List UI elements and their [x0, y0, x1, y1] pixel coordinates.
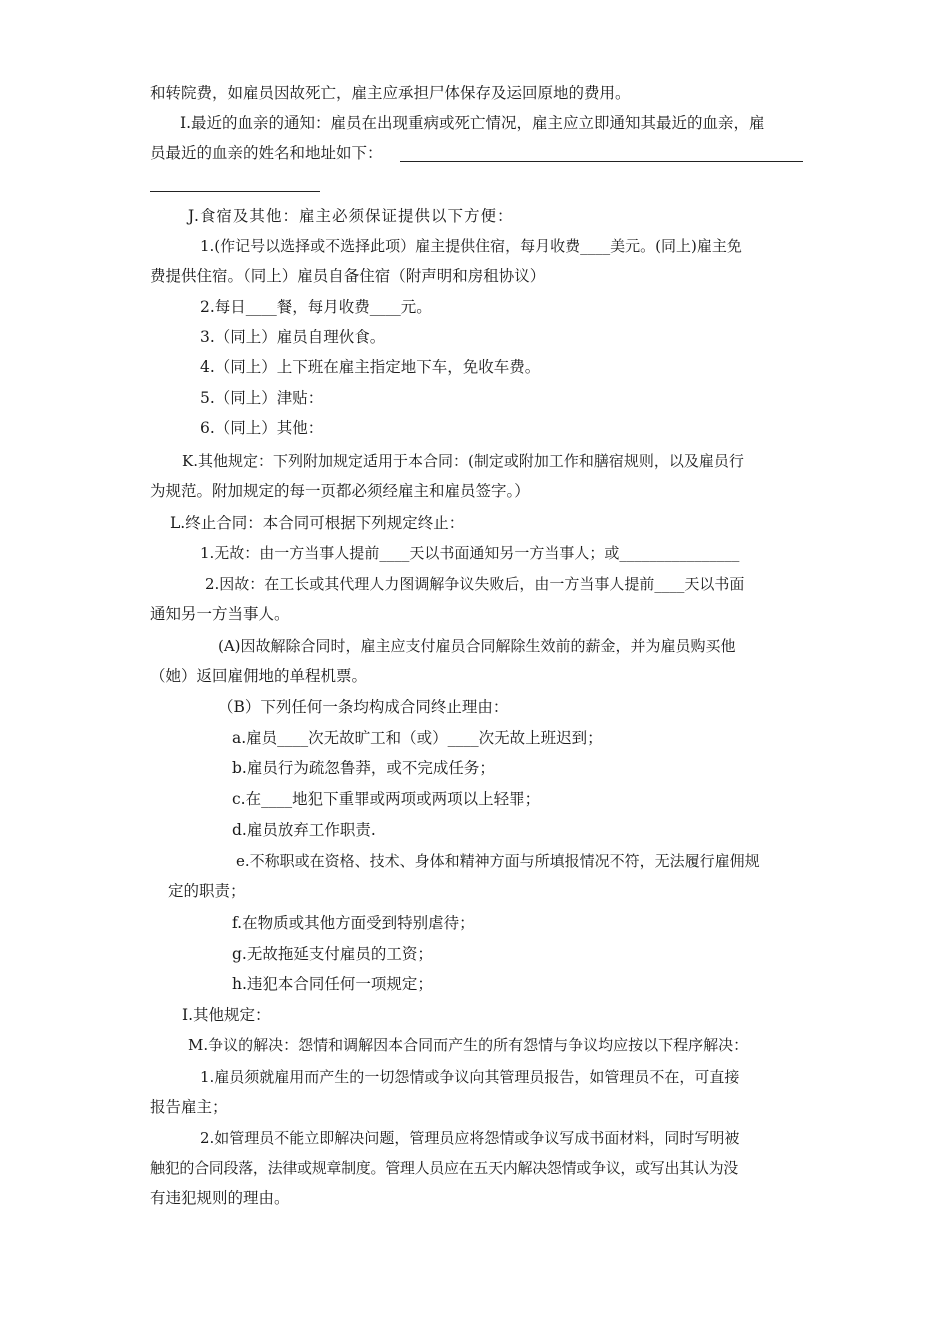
- text-line: （她）返回雇佣地的单程机票。: [150, 667, 368, 685]
- text-line: a.雇员____次无故旷工和（或）____次无故上班迟到；: [232, 729, 603, 747]
- text-line: 6.（同上）其他：: [200, 419, 324, 437]
- text-line: 员最近的血亲的姓名和地址如下：: [150, 144, 383, 162]
- text-line: 为规范。附加规定的每一页都必须经雇主和雇员签字。）: [150, 482, 530, 500]
- text-line: （B）下列任何一条均构成合同终止理由：: [218, 698, 509, 716]
- text-line: 有违犯规则的理由。: [150, 1189, 290, 1207]
- text-line: 2.每日____餐，每月收费____元。: [200, 298, 432, 316]
- text-line: 定的职责；: [168, 882, 246, 900]
- text-line: 费提供住宿。（同上）雇员自备住宿（附声明和房租协议）: [150, 267, 546, 285]
- text-line: I.其他规定：: [182, 1006, 271, 1024]
- text-line: (A)因故解除合同时，雇主应支付雇员合同解除生效前的薪金，并为雇员购买他: [218, 637, 736, 655]
- text-line: 和转院费，如雇员因故死亡，雇主应承担尸体保存及运回原地的费用。: [150, 84, 631, 102]
- text-line: J.食宿及其他：雇主必须保证提供以下方便：: [188, 207, 514, 225]
- fill-in-blank: [150, 191, 320, 192]
- text-line: 1.雇员须就雇用而产生的一切怨情或争议向其管理员报告，如管理员不在，可直接: [200, 1068, 740, 1086]
- text-line: 1.(作记号以选择或不选择此项）雇主提供住宿，每月收费____美元。(同上)雇主免: [200, 237, 742, 255]
- text-line: c.在____地犯下重罪或两项或两项以上轻罪；: [232, 790, 541, 808]
- text-line: I.最近的血亲的通知：雇员在出现重病或死亡情况，雇主应立即通知其最近的血亲，雇: [180, 114, 765, 132]
- text-line: f.在物质或其他方面受到特别虐待；: [232, 914, 475, 932]
- text-line: 2.如管理员不能立即解决问题，管理员应将怨情或争议写成书面材料，同时写明被: [200, 1129, 740, 1147]
- text-line: M.争议的解决：怨情和调解因本合同而产生的所有怨情与争议均应按以下程序解决：: [188, 1036, 749, 1054]
- text-line: 通知另一方当事人。: [150, 605, 290, 623]
- text-line: d.雇员放弃工作职责.: [232, 821, 376, 839]
- text-line: L.终止合同：本合同可根据下列规定终止：: [170, 514, 465, 532]
- text-line: e.不称职或在资格、技术、身体和精神方面与所填报情况不符，无法履行雇佣规: [236, 852, 760, 870]
- fill-in-blank: [400, 161, 803, 162]
- text-line: 触犯的合同段落，法律或规章制度。管理人员应在五天内解决怨情或争议，或写出其认为没: [150, 1159, 739, 1177]
- text-line: 3.（同上）雇员自理伙食。: [200, 328, 386, 346]
- text-line: 1.无故：由一方当事人提前____天以书面通知另一方当事人；或________________: [200, 544, 740, 562]
- text-line: b.雇员行为疏忽鲁莽，或不完成任务；: [232, 759, 495, 777]
- text-line: K.其他规定：下列附加规定适用于本合同：(制定或附加工作和膳宿规则，以及雇员行: [182, 452, 744, 470]
- text-line: 2.因故：在工长或其代理人力图调解争议失败后，由一方当事人提前____天以书面: [205, 575, 745, 593]
- text-line: h.违犯本合同任何一项规定；: [232, 975, 433, 993]
- text-line: 报告雇主；: [150, 1098, 228, 1116]
- text-line: 4.（同上）上下班在雇主指定地下车，免收车费。: [200, 358, 541, 376]
- text-line: g.无故拖延支付雇员的工资；: [232, 945, 433, 963]
- text-line: 5.（同上）津贴：: [200, 389, 324, 407]
